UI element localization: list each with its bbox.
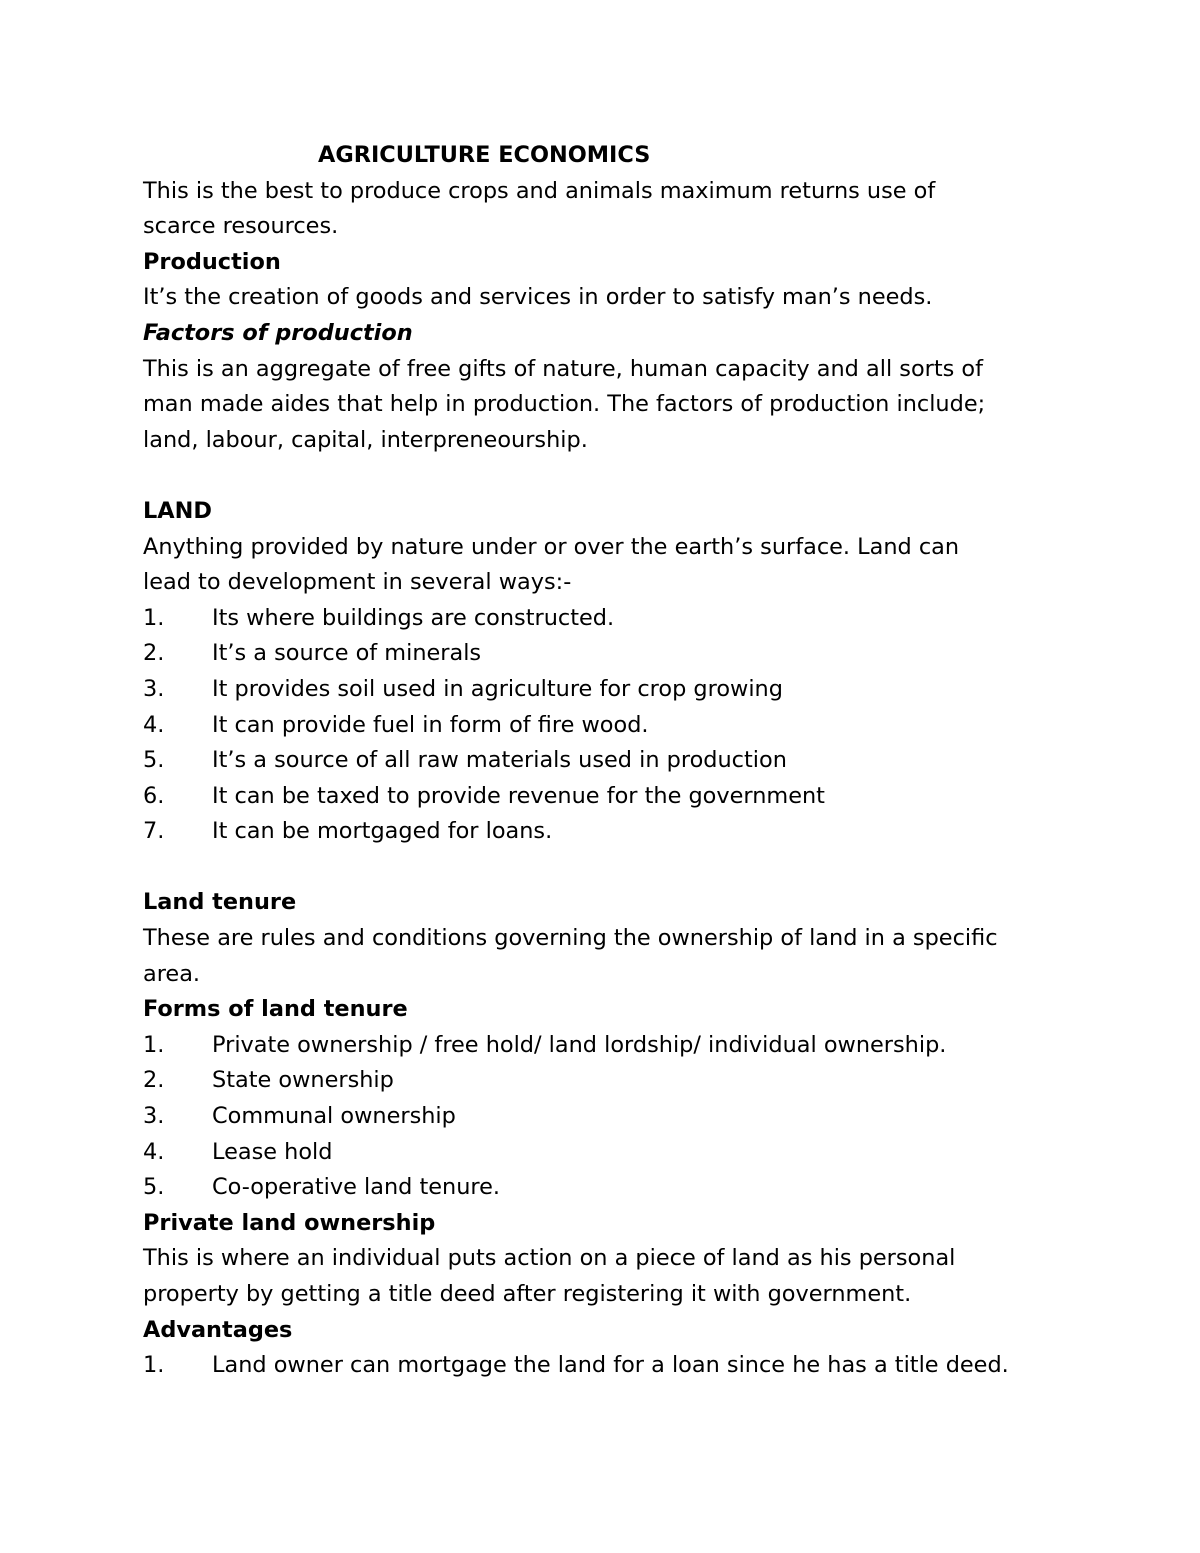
- land-tenure-heading: Land tenure: [143, 889, 297, 916]
- list-item-text: Lease hold: [212, 1138, 333, 1165]
- factors-line-2: man made aides that help in production. The factors of production include;: [143, 391, 986, 418]
- blank-line: [143, 458, 1083, 494]
- intro-line-2: scarce resources.: [143, 213, 339, 240]
- list-item-number: 6.: [143, 782, 165, 809]
- list-item-text: Private ownership / free hold/ land lordship/ individual ownership.: [212, 1031, 947, 1058]
- document-title: AGRICULTURE ECONOMICS: [318, 142, 651, 168]
- production-heading: Production: [143, 248, 281, 275]
- list-item-text: Communal ownership: [212, 1103, 456, 1130]
- intro-line-1: This is the best to produce crops and animals maximum returns use of: [143, 177, 936, 204]
- list-item: [143, 1348, 1083, 1384]
- list-item-text: Co-operative land tenure.: [212, 1174, 501, 1201]
- land-list: [143, 601, 1083, 850]
- list-item-number: 1.: [143, 1352, 165, 1379]
- list-item: [143, 1063, 1083, 1099]
- list-item-number: 2.: [143, 1067, 165, 1094]
- forms-heading: Forms of land tenure: [143, 996, 408, 1023]
- list-item-number: 5.: [143, 747, 165, 774]
- land-line-2: lead to development in several ways:-: [143, 569, 572, 596]
- list-item: [143, 814, 1083, 850]
- blank-line: [143, 850, 1083, 886]
- list-item: [143, 708, 1083, 744]
- list-item-number: 2.: [143, 640, 165, 667]
- land-heading: LAND: [143, 497, 212, 524]
- document-page: [143, 138, 1083, 1384]
- list-item: [143, 1099, 1083, 1135]
- list-item: [143, 601, 1083, 637]
- list-item-text: It can be mortgaged for loans.: [212, 818, 553, 845]
- private-line-2: property by getting a title deed after registering it with government.: [143, 1281, 912, 1307]
- land-tenure-line-1: These are rules and conditions governing the ownership of land in a specific: [143, 925, 998, 952]
- list-item: [143, 1028, 1083, 1064]
- list-item-text: Land owner can mortgage the land for a loan since he has a title deed.: [212, 1352, 1009, 1379]
- list-item: [143, 1170, 1083, 1206]
- list-item-text: It provides soil used in agriculture for crop growing: [212, 675, 783, 702]
- advantages-heading: Advantages: [143, 1316, 293, 1343]
- list-item: [143, 672, 1083, 708]
- production-text: It’s the creation of goods and services in order to satisfy man’s needs.: [143, 284, 933, 311]
- land-line-1: Anything provided by nature under or over the earth’s surface. Land can: [143, 533, 960, 560]
- list-item-text: It’s a source of minerals: [212, 640, 482, 667]
- list-item-number: 1.: [143, 1031, 165, 1058]
- list-item-text: Its where buildings are constructed.: [212, 604, 615, 631]
- list-item-number: 7.: [143, 818, 165, 845]
- list-item-number: 1.: [143, 604, 165, 631]
- list-item-number: 4.: [143, 711, 165, 738]
- list-item-text: State ownership: [212, 1067, 394, 1094]
- forms-list: [143, 1028, 1083, 1206]
- list-item-number: 5.: [143, 1174, 165, 1201]
- land-tenure-line-2: area.: [143, 960, 201, 987]
- list-item: [143, 636, 1083, 672]
- list-item-text: It can be taxed to provide revenue for the government: [212, 782, 825, 809]
- list-item-text: It’s a source of all raw materials used in production: [212, 747, 787, 774]
- private-heading: Private land ownership: [143, 1209, 436, 1236]
- advantages-list: [143, 1348, 1083, 1384]
- list-item-number: 4.: [143, 1138, 165, 1165]
- list-item-text: It can provide fuel in form of fire wood.: [212, 711, 649, 738]
- private-line-1: This is where an individual puts action on a piece of land as his personal: [143, 1245, 956, 1272]
- list-item: [143, 743, 1083, 779]
- list-item: [143, 779, 1083, 815]
- list-item-number: 3.: [143, 1103, 165, 1130]
- list-item: [143, 1135, 1083, 1171]
- factors-line-3: land, labour, capital, interpreneourship.: [143, 426, 588, 453]
- factors-heading: Factors of production: [143, 319, 413, 346]
- list-item-number: 3.: [143, 675, 165, 702]
- factors-line-1: This is an aggregate of free gifts of nature, human capacity and all sorts of: [143, 355, 983, 382]
